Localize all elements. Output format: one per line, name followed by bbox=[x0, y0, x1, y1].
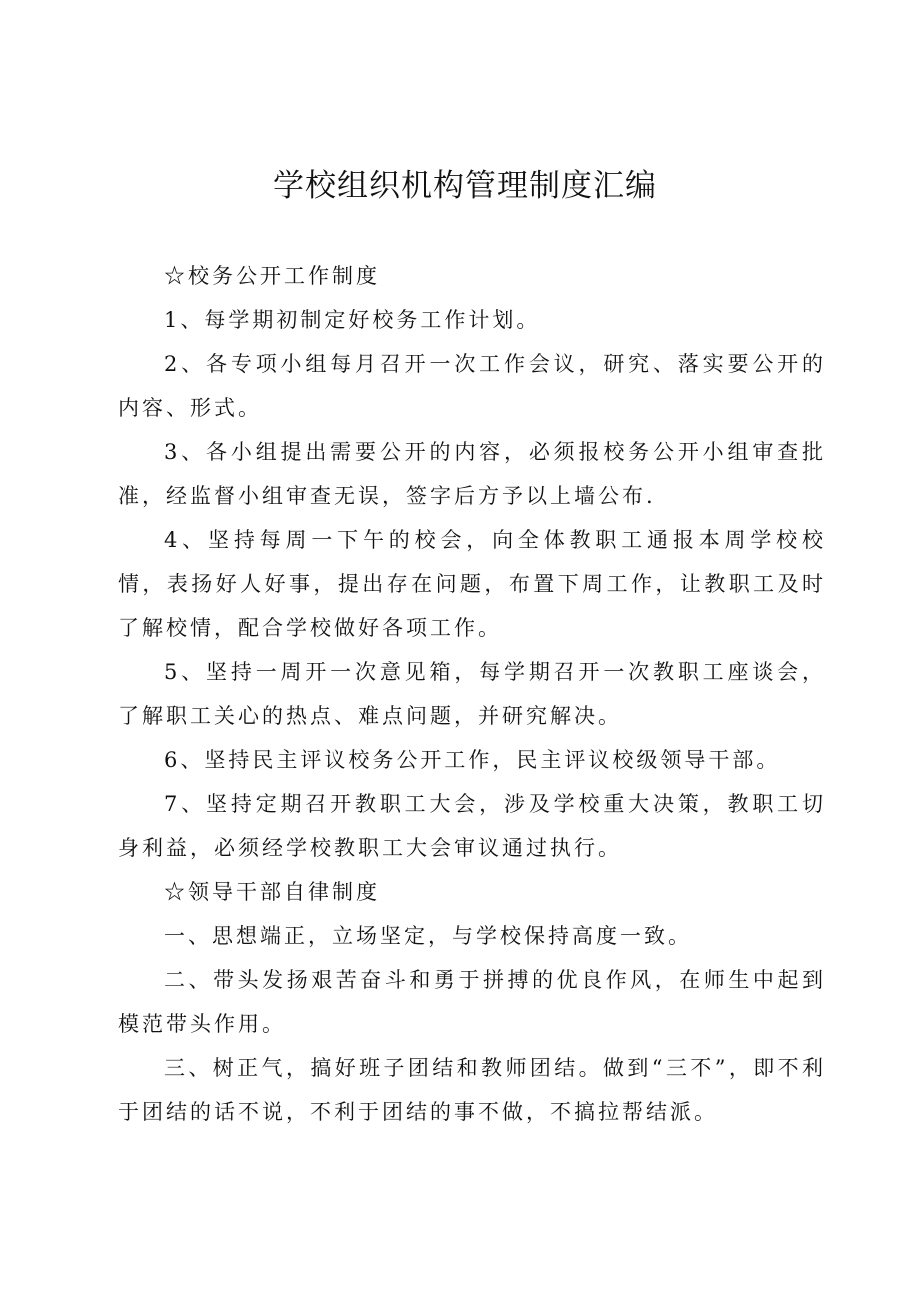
paragraph: 三、树正气，搞好班子团结和教师团结。做到“三不”，即不利于团结的话不说，不利于团结的事不做，不搞拉帮结派。 bbox=[118, 1056, 826, 1124]
paragraph: 6、坚持民主评议校务公开工作，民主评议校级领导干部。 bbox=[164, 748, 781, 772]
section-heading-school-affairs: ☆校务公开工作制度 bbox=[164, 264, 380, 288]
paragraph: 2、各专项小组每月召开一次工作会议，研究、落实要公开的内容、形式。 bbox=[118, 352, 826, 420]
section-heading-leader-discipline: ☆领导干部自律制度 bbox=[164, 880, 380, 904]
document-title: 学校组织机构管理制度汇编 bbox=[273, 168, 657, 204]
paragraph: 1、每学期初制定好校务工作计划。 bbox=[164, 308, 541, 332]
paragraph: 二、带头发扬艰苦奋斗和勇于拼搏的优良作风，在师生中起到模范带头作用。 bbox=[118, 968, 826, 1036]
paragraph: 一、思想端正，立场坚定，与学校保持高度一致。 bbox=[164, 924, 692, 948]
paragraph: 3、各小组提出需要公开的内容，必须报校务公开小组审查批准，经监督小组审查无误，签字后方予以上墙公布. bbox=[118, 440, 826, 508]
paragraph: 4、坚持每周一下午的校会，向全体教职工通报本周学校校情，表扬好人好事，提出存在问题，布置下周工作，让教职工及时了解校情，配合学校做好各项工作。 bbox=[118, 528, 826, 640]
document-body bbox=[118, 254, 826, 1134]
paragraph: 5、坚持一周开一次意见箱，每学期召开一次教职工座谈会，了解职工关心的热点、难点问题，并研究解决。 bbox=[118, 660, 826, 728]
paragraph: 7、坚持定期召开教职工大会，涉及学校重大决策，教职工切身利益，必须经学校教职工大会审议通过执行。 bbox=[118, 792, 826, 860]
